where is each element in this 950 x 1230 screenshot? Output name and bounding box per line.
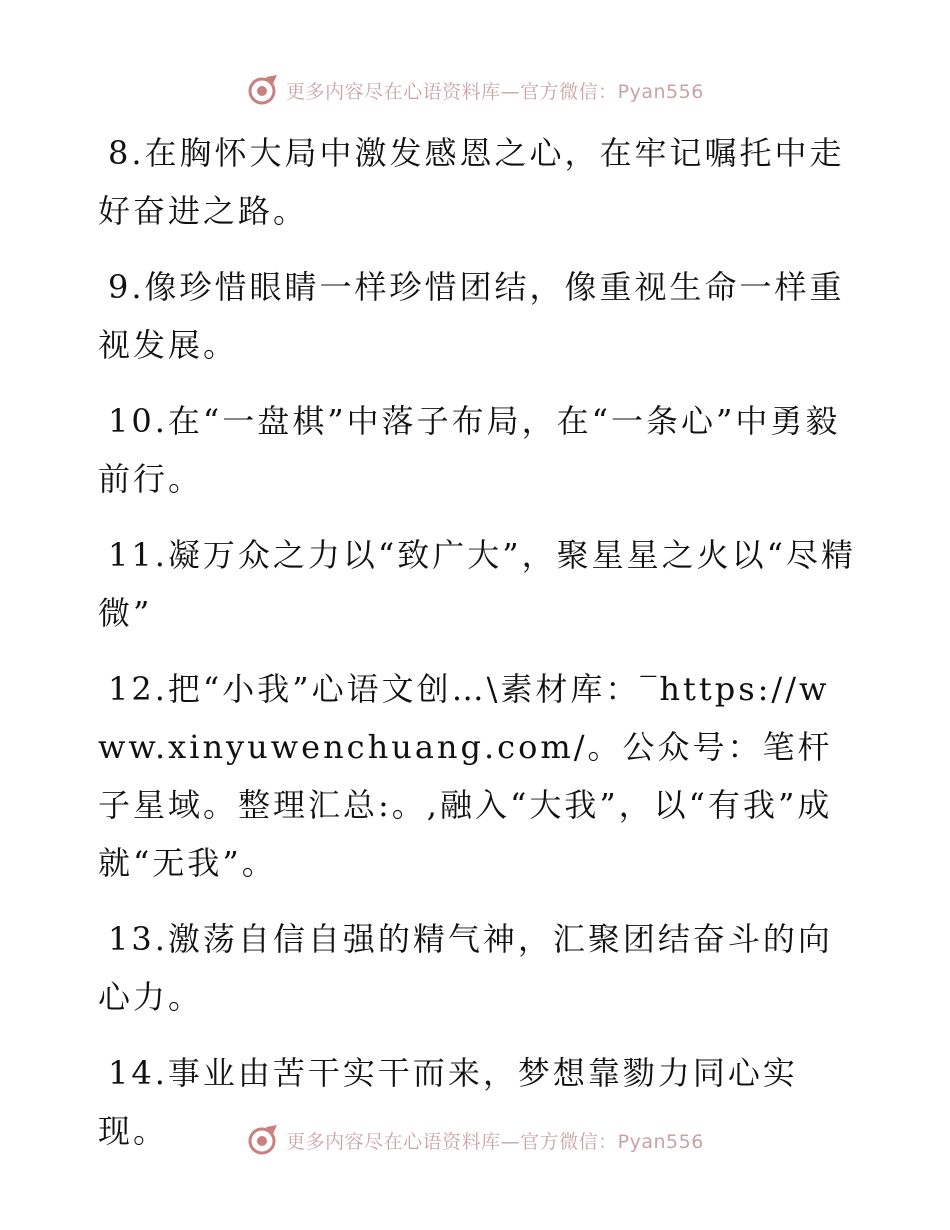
- paragraph-10: [98, 392, 858, 508]
- paragraph-number: 10.: [108, 402, 168, 440]
- paragraph-text: 在胸怀大局中激发感恩之心，在牢记嘱托中走好奋进之路。: [98, 134, 845, 230]
- banner-text: 更多内容尽在心语资料库—官方微信：Pyan556: [286, 80, 704, 103]
- logo-icon: [246, 73, 280, 107]
- paragraph-9: [98, 258, 858, 374]
- document-body: [98, 124, 858, 1178]
- paragraph-13: [98, 910, 858, 1026]
- paragraph-11: [98, 526, 858, 642]
- paragraph-text: 像珍惜眼睛一样珍惜团结，像重视生命一样重视发展。: [98, 268, 845, 364]
- paragraph-12: [98, 660, 858, 892]
- paragraph-text: 凝万众之力以“致广大”，聚星星之火以“尽精微”: [98, 536, 856, 632]
- logo-icon: [246, 1123, 280, 1157]
- banner-text: 更多内容尽在心语资料库—官方微信：Pyan556: [286, 1130, 704, 1153]
- header-banner: [0, 70, 950, 110]
- footer-banner: [0, 1120, 950, 1160]
- paragraph-number: 14.: [108, 1054, 168, 1092]
- paragraph-number: 9.: [108, 268, 145, 306]
- paragraph-text: 事业由苦干实干而来，梦想靠勠力同心实现。: [98, 1054, 798, 1150]
- paragraph-text: 把“小我”心语文创…\素材库：‾https://www.xinyuwenchuang.com/。公众号：笔杆子星域。整理汇总:。,融入“大我”，以“有我”成就“无我”。: [98, 670, 833, 882]
- paragraph-number: 11.: [108, 536, 168, 574]
- paragraph-text: 激荡自信自强的精气神，汇聚团结奋斗的向心力。: [98, 920, 833, 1016]
- paragraph-number: 12.: [108, 670, 168, 708]
- paragraph-8: [98, 124, 858, 240]
- paragraph-number: 13.: [108, 920, 168, 958]
- paragraph-number: 8.: [108, 134, 145, 172]
- paragraph-text: 在“一盘棋”中落子布局，在“一条心”中勇毅前行。: [98, 402, 841, 498]
